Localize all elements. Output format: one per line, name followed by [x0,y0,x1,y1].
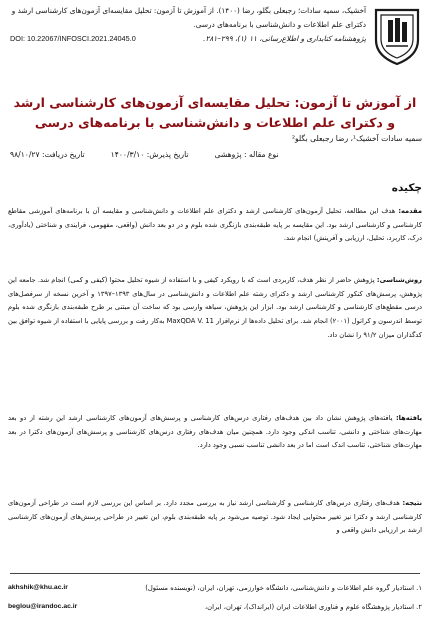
abstract-conclusion [8,497,422,538]
abstract-findings [8,412,422,453]
conclusion-label: نتیجه: [402,499,422,507]
footnote-2 [8,603,422,611]
article-type: نوع مقاله : پژوهشی [214,150,279,159]
footnote-1-email[interactable]: akhshik@khu.ac.ir [8,584,68,591]
footnote-1 [8,584,422,592]
findings-text: یافته‌های پژوهش نشان داد بین هدف‌های رفتاری درس‌های کارشناسی و پرسش‌های آزمون‌های کارشناسی ارشد این رشته از دو بعد مهارت‌های شناختی و دانشی، تناسب اندکی وجود دارد. همچنین میان هدف‌های رفتاری درس‌های کارشناسی و پرسش‌های آزمون‌های دکترا در بعد مهارت‌های شناختی، تناسب اندک است اما در بعد دانشی تناسب نسبی وجود دارد. [8,414,422,450]
university-logo [372,6,422,66]
method-label: روش‌شناسی: [376,276,422,284]
article-dates [10,150,422,159]
footnote-2-email[interactable]: beglou@irandoc.ac.ir [8,603,78,610]
conclusion-text: هدف‌های رفتاری درس‌های کارشناسی و کارشناسی ارشد نیاز به بررسی مجدد دارد. بر اساس این بررسی لازم است در طراحی آزمون‌های کارشناسی ارشد و دکترا نیز تغییر محتوایی ایجاد شود. توصیه می‌شود بر پایه طبقه‌بندی بلوم، این تغییر در طراحی پرسش‌های آزمون‌های کارشناسی ارشد بر ارزیابی دانش واقعی و [8,499,422,535]
footnote-divider [10,573,420,574]
journal-line: پژوهشنامه کتابداری و اطلاع‌رسانی، ۱۱ (۱)، ۲۹۹–۲۸۱. [203,34,366,43]
abstract-method [8,274,422,343]
received-date: تاریخ دریافت: ۹۸/۱۰/۲۷ [10,150,85,159]
abstract-heading: چکیده [391,182,422,194]
authors: سمیه سادات آخشیک¹، رضا رجبعلی بگلو² [291,134,422,143]
method-text: پژوهش حاضر از نظر هدف، کاربردی است که با رویکرد کیفی و با استفاده از شیوه تحلیل محتوا (کیفی و کمی) انجام شد. جامعه این پژوهش، پرسش‌های کنکور کارشناسی ارشد و دکترای رشته علم اطلاعات و دانش‌شناسی در سال‌های ۱۳۹۳–۱۳۹۷ و آخرین نسخه از سرفصل‌های درسی مقطع‌های کارشناسی و کارشناسی ارشد بود. ابزار این پژوهش، سیاهه وارسی بود که ساخت آن مبتنی بر طرح طبقه‌بندی بازنگری شده بلوم توسط اندرسون و کراتول (۲۰۰۱) انجام شد. برای تحلیل داده‌ها از نرم‌افزار MaxQDA V. 11 به‌کار رفت و بررسی پایایی با استفاده از شیوه توافق بین کدگذاران میزان ۹۱/۲ را نشان داد. [8,276,423,339]
intro-label: مقدمه: [398,207,422,215]
abstract-introduction [8,205,422,246]
intro-text: هدف این مطالعه، تحلیل آزمون‌های کارشناسی ارشد و دکترای علم اطلاعات و دانش‌شناسی و مقایسه آن با برنامه‌های آموزشی مقاطع کارشناسی و کارشناسی ارشد بود. این مقایسه بر پایه طبقه‌بندی بازنگری شده بلوم و در دو بعد دانش (واقعی، مفهومی، فرایندی و شناختی (یادآوری، درک، کاربرد، تحلیل، ارزیابی و آفرینش) انجام شد. [8,207,422,243]
doi: DOI: 10.22067/INFOSCI.2021.24045.0 [10,34,136,43]
footnote-1-text: ۱. استادیار گروه علم اطلاعات و دانش‌شناسی، دانشگاه خوارزمی، تهران، ایران، (نویسنده مسئول) [145,584,422,592]
footnote-2-text: ۲. استادیار پژوهشگاه علوم و فناوری اطلاعات ایران (ایرانداک)، تهران، ایران، [204,603,422,611]
findings-label: یافته‌ها: [395,414,422,422]
paper-title: از آموزش تا آزمون: تحلیل مقایسه‌ای آزمون‌های کارشناسی ارشد و دکترای علم اطلاعات و دانش‌شناسی با برنامه‌های درسی [13,95,417,130]
citation-text: آخشیک، سمیه سادات؛ رجبعلی بگلو، رضا (۱۴۰۰). از آموزش تا آزمون: تحلیل مقایسه‌ای آزمون‌های کارشناسی ارشد و دکترای علم اطلاعات و دانش‌شناسی با برنامه‌های درسی. [11,6,366,29]
accepted-date: تاریخ پذیرش: ۱۴۰۰/۳/۱۰ [110,150,189,159]
citation-block [10,4,366,46]
